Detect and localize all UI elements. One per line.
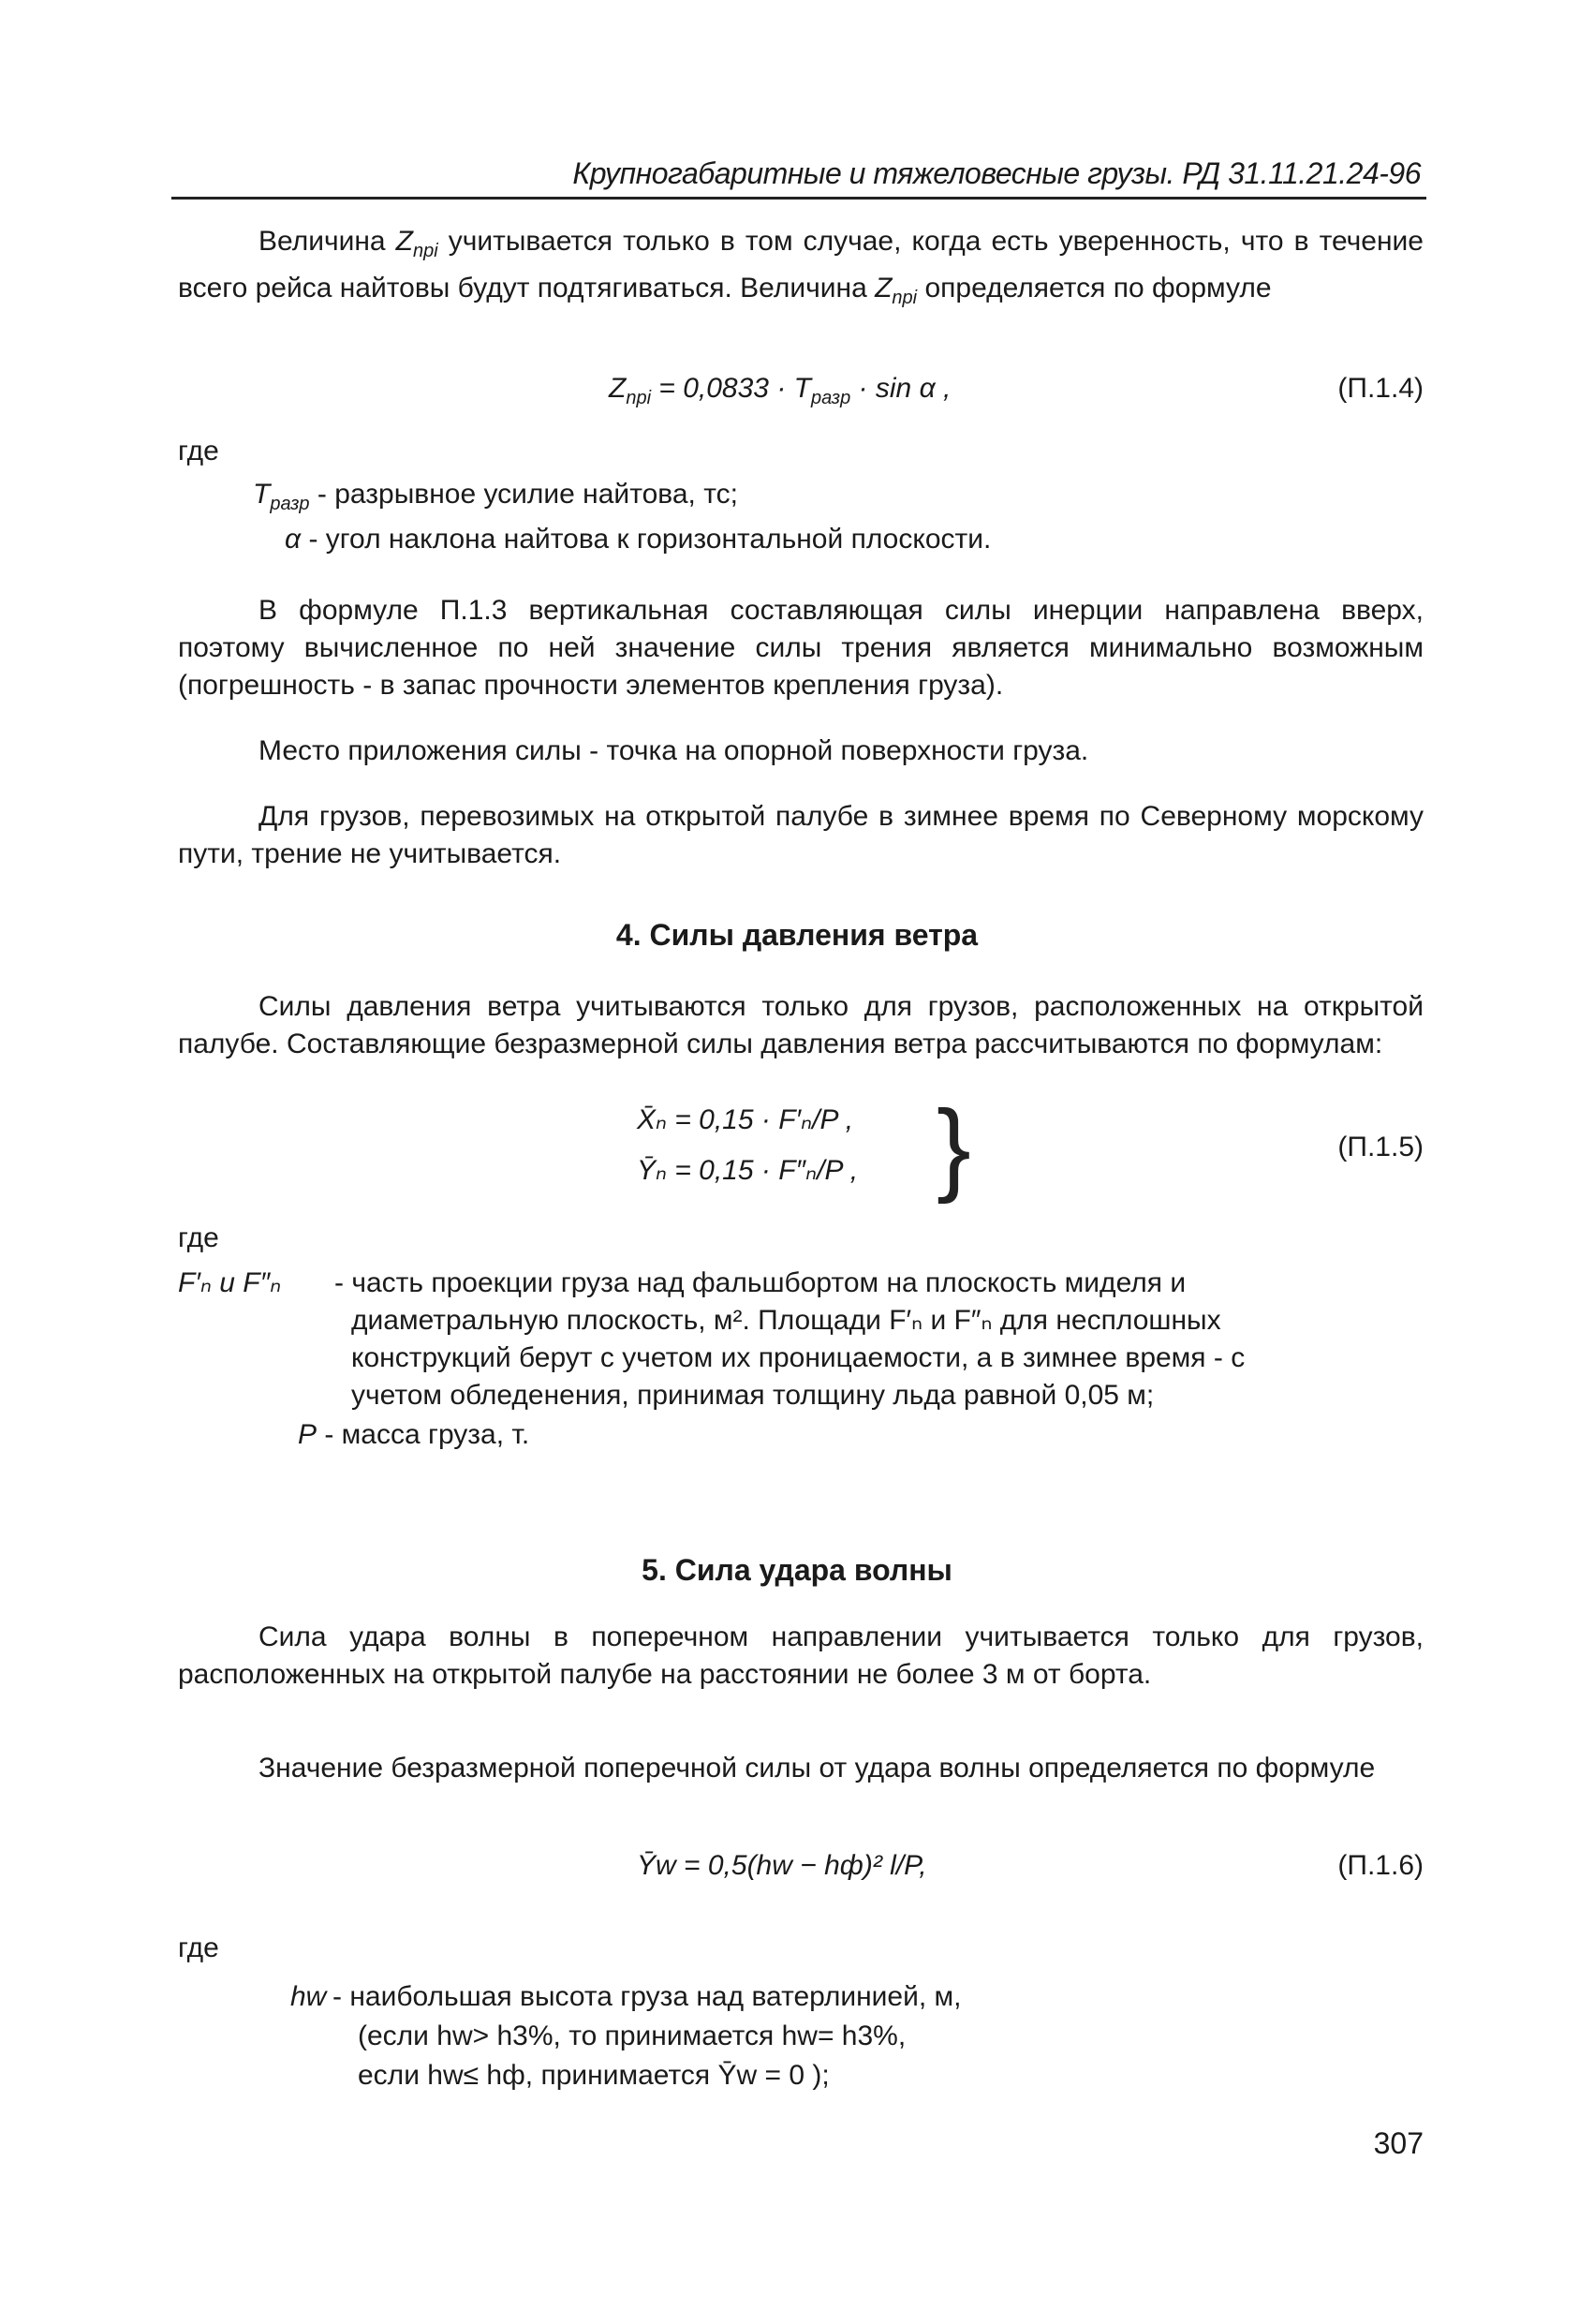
- definition-alpha: α - угол наклона найтова к горизонтальной плоскости.: [285, 524, 992, 555]
- definition-p: P - масса груза, т.: [298, 1419, 530, 1450]
- paragraph-wave-formula-intro: Значение безразмерной поперечной силы от удара волны определяется по формуле: [258, 1753, 1376, 1784]
- paragraph-formula-p1-3: В формуле П.1.3 вертикальная составляющая силы инерции направлена вверх, поэтому вычисленное по ней значение силы трения является минимально возможным (погрешность - в запас прочности элементов крепления груза).: [178, 595, 1424, 701]
- paragraph-wave-impact: Сила удара волны в поперечном направлении учитывается только для грузов, расположенных на открытой палубе на расстоянии не более 3 м от борта.: [178, 1621, 1424, 1690]
- var-z-2: Z: [875, 273, 893, 303]
- formula-z-sub: npi: [626, 388, 652, 408]
- section-heading-wave: 5. Сила удара волны: [642, 1553, 952, 1587]
- paragraph-northern-route: Для грузов, перевозимых на открытой палубе в зимнее время по Северному морскому пути, трение не учитывается.: [178, 801, 1424, 869]
- definition-f-line1: - часть проекции груза над фальшбортом на плоскость миделя и: [334, 1267, 1187, 1298]
- definition-f-line4: учетом обледенения, принимая толщину льда равной 0,05 м;: [351, 1380, 1155, 1411]
- running-header: [171, 157, 1426, 200]
- section-heading-wind: 4. Силы давления ветра: [615, 918, 979, 952]
- formula-brace: }: [937, 1089, 971, 1205]
- definition-t-razr: $T_{разр}$ - разрывное усилие найтова, тс;: [253, 479, 738, 514]
- definition-hw-line1: - наибольшая высота груза над ватерлинией, м,: [332, 1981, 962, 2012]
- definition-f-line3: конструкций берут с учетом их проницаемости, а в зимнее время - с: [351, 1342, 1246, 1373]
- formula-rhs2: · sin α ,: [850, 373, 952, 404]
- paragraph-force-point: Место приложения силы - точка на опорной поверхности груза.: [258, 735, 1089, 766]
- header-title: Крупногабаритные и тяжеловесные грузы. РД 31.11.21.24-96: [572, 156, 1421, 190]
- formula-rhs1: = 0,0833 · T: [658, 373, 811, 404]
- formula-p1-4: [609, 373, 951, 409]
- definition-hw-symbol: hw: [290, 1981, 327, 2012]
- where-label-1: где: [178, 436, 219, 466]
- definition-f-line2: диаметральную плоскость, м². Площади F′ₙ и F″ₙ для несплошных: [351, 1305, 1221, 1336]
- paragraph-wind-forces: Силы давления ветра учитываются только для грузов, расположенных на открытой палубе. Составляющие безразмерной силы давления ветра рассчитываются по формулам:: [178, 991, 1424, 1059]
- equation-number-p1-6: (П.1.6): [1337, 1850, 1424, 1881]
- formula-p1-5-line2: Ȳₙ = 0,15 · F″ₙ/P ,: [637, 1155, 859, 1186]
- where-label-2: где: [178, 1222, 219, 1253]
- formula-t-sub: разр: [810, 388, 851, 408]
- formula-z: Z: [609, 373, 627, 404]
- paragraph-z-npi: Величина $Z_{npi}$ учитывается только в том случае, когда есть уверенность, что в течение всего рейса найтовы будут подтягиваться. Величина $Z_{npi}$ определяется по формуле: [178, 226, 1424, 308]
- equation-number-p1-4: (П.1.4): [1337, 373, 1424, 404]
- var-z-2-sub: npi: [892, 288, 918, 308]
- var-z: Z: [395, 226, 413, 257]
- formula-p1-5-line1: X̄ₙ = 0,15 · F′ₙ/P ,: [637, 1104, 854, 1135]
- definition-hw-line3: если hw≤ hф, принимается Ȳw = 0 );: [358, 2060, 830, 2091]
- page-number: 307: [1373, 2126, 1424, 2160]
- where-label-3: где: [178, 1932, 219, 1963]
- var-z-sub: npi: [412, 241, 438, 261]
- formula-p1-6: Ȳw = 0,5(hw − hф)² l/P,: [637, 1850, 927, 1881]
- definition-hw-line2: (если hw> h3%, то принимается hw= h3%,: [358, 2021, 907, 2051]
- equation-number-p1-5: (П.1.5): [1337, 1132, 1424, 1162]
- definition-f-symbols: F′ₙ и F″ₙ: [178, 1267, 282, 1298]
